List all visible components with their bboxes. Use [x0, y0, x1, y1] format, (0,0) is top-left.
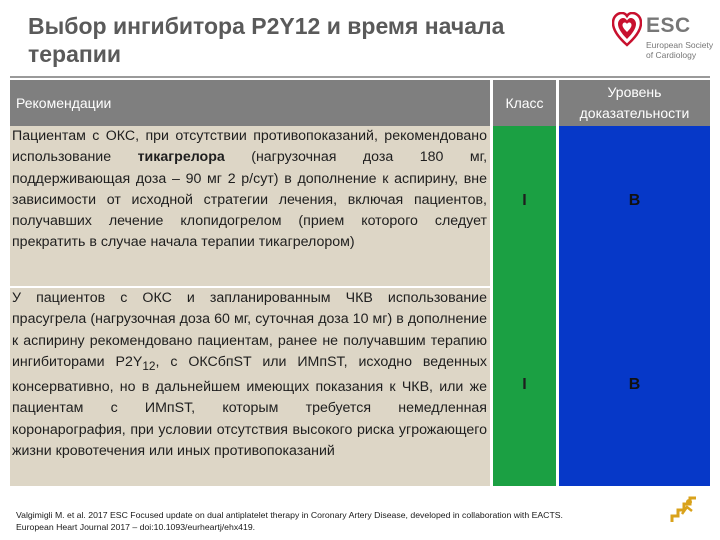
reference-line2: European Heart Journal 2017 – doi:10.1093/eurheartj/ehx419.	[16, 522, 256, 532]
row1-class: I	[522, 192, 527, 209]
row2-class: I	[522, 376, 527, 393]
row1-text-end: (нагрузочная доза 180 мг, поддерживающая доза – 90 мг 2 р/сут) в дополнение к аспирину, вне зависимости от исходной стратегии лечения, включая пациентов, получавших лечение клопидогрелом (прием которого следует прекратить в случае начала терапии тикагрелором)	[12, 149, 488, 251]
slide-title: Выбор ингибитора P2Y12 и время начала терапии	[28, 13, 505, 67]
staircase-figure-icon	[670, 494, 698, 524]
row2-text-start: У пациентов с ОКС и запланированным ЧКВ использование прасугрела (нагрузочная доза 60 мг, суточная доза 10 мг) в дополнение к аспирину рекомендовано пациентам, ранее не получавшим терапию ингибиторами P2Y	[12, 290, 487, 370]
title-divider	[10, 76, 710, 78]
esc-logo	[612, 8, 712, 70]
esc-heart-logo-icon	[612, 12, 642, 48]
class-column	[493, 126, 556, 486]
header-class: Класс	[493, 80, 556, 126]
header-recommendations: Рекомендации	[10, 80, 490, 126]
header-level: Уровень доказательности	[559, 80, 710, 126]
esc-name-line1: European Society	[646, 40, 714, 50]
recommendation-prasugrel	[10, 288, 490, 486]
esc-name-line2: of Cardiology	[646, 50, 697, 60]
row2-text-end: , с ОКСбпST или ИМпST, исходно веденных консервативно, но в дальнейшем имеющих показания к ЧКВ, или же пациентам с ИМпST, которым требуется немедленная коронарография, при условии отсутствия высокого риска угрожающего жизни кровотечения или иных противопоказаний	[12, 353, 487, 459]
row2-level: B	[628, 376, 641, 393]
reference-line1: Valgimigli M. et al. 2017 ESC Focused update on dual antiplatelet therapy in Coronary Artery Disease, developed in collaboration with EACTS.	[16, 510, 563, 520]
level-column	[559, 126, 710, 486]
row1-level: B	[628, 192, 641, 209]
reference-citation	[16, 509, 666, 533]
row1-drug-name: тикагрелора	[137, 149, 225, 166]
row2-subscript: 12	[142, 358, 156, 373]
esc-acronym: ESC	[646, 14, 691, 37]
recommendation-ticagrelor	[10, 126, 490, 286]
row1-text-start: Пациентам с ОКС, при отсутствии противопоказаний, рекомендовано использование	[12, 128, 487, 166]
